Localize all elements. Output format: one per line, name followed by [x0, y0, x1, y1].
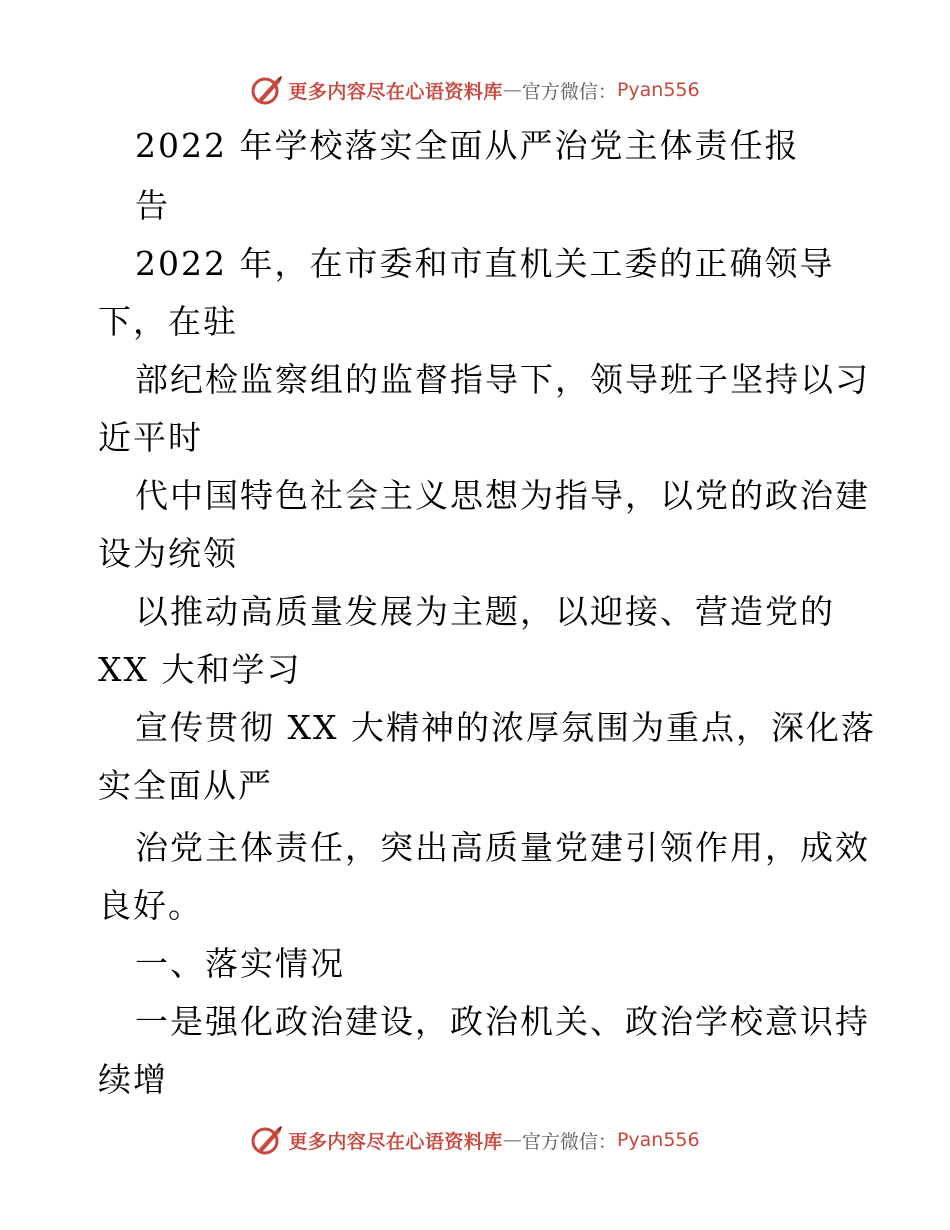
watermark-separator: —: [502, 79, 522, 101]
text-line: 续增: [98, 1060, 168, 1099]
watermark-footer: [0, 1120, 950, 1160]
watermark-wechat-id: Pyan556: [616, 79, 700, 101]
watermark-label: 官方微信：: [521, 1130, 617, 1153]
watermark-header: [0, 70, 950, 110]
text-line: 治党主体责任，突出高质量党建引领作用，成效: [135, 828, 870, 867]
section-heading: 一、落实情况: [135, 944, 345, 983]
text-line: 设为统领: [98, 534, 238, 573]
watermark-text: 更多内容尽在心语资料库: [288, 1130, 503, 1153]
text-line: 宣传贯彻 XX 大精神的浓厚氛围为重点，深化落: [135, 708, 876, 747]
text-line: 一是强化政治建设，政治机关、政治学校意识持: [135, 1002, 870, 1041]
watermark-text: 更多内容尽在心语资料库: [288, 80, 503, 103]
watermark-separator: —: [502, 1129, 522, 1151]
pen-logo-icon: [250, 1123, 284, 1157]
title-line-1: 2022 年学校落实全面从严治党主体责任报: [135, 126, 800, 165]
text-line: 代中国特色社会主义思想为指导，以党的政治建: [135, 476, 870, 515]
title-line-2: 告: [135, 186, 170, 225]
text-line: 以推动高质量发展为主题，以迎接、营造党的: [135, 592, 835, 631]
text-line: 部纪检监察组的监督指导下，领导班子坚持以习: [135, 360, 870, 399]
text-line: XX 大和学习: [98, 650, 302, 689]
text-line: 下，在驻: [98, 302, 238, 341]
text-line: 良好。: [98, 886, 203, 925]
pen-logo-icon: [250, 73, 284, 107]
text-line: 近平时: [98, 418, 203, 457]
text-line: 2022 年，在市委和市直机关工委的正确领导: [135, 244, 835, 283]
text-line: 实全面从严: [98, 766, 273, 805]
watermark-label: 官方微信：: [521, 80, 617, 103]
watermark-wechat-id: Pyan556: [616, 1129, 700, 1151]
